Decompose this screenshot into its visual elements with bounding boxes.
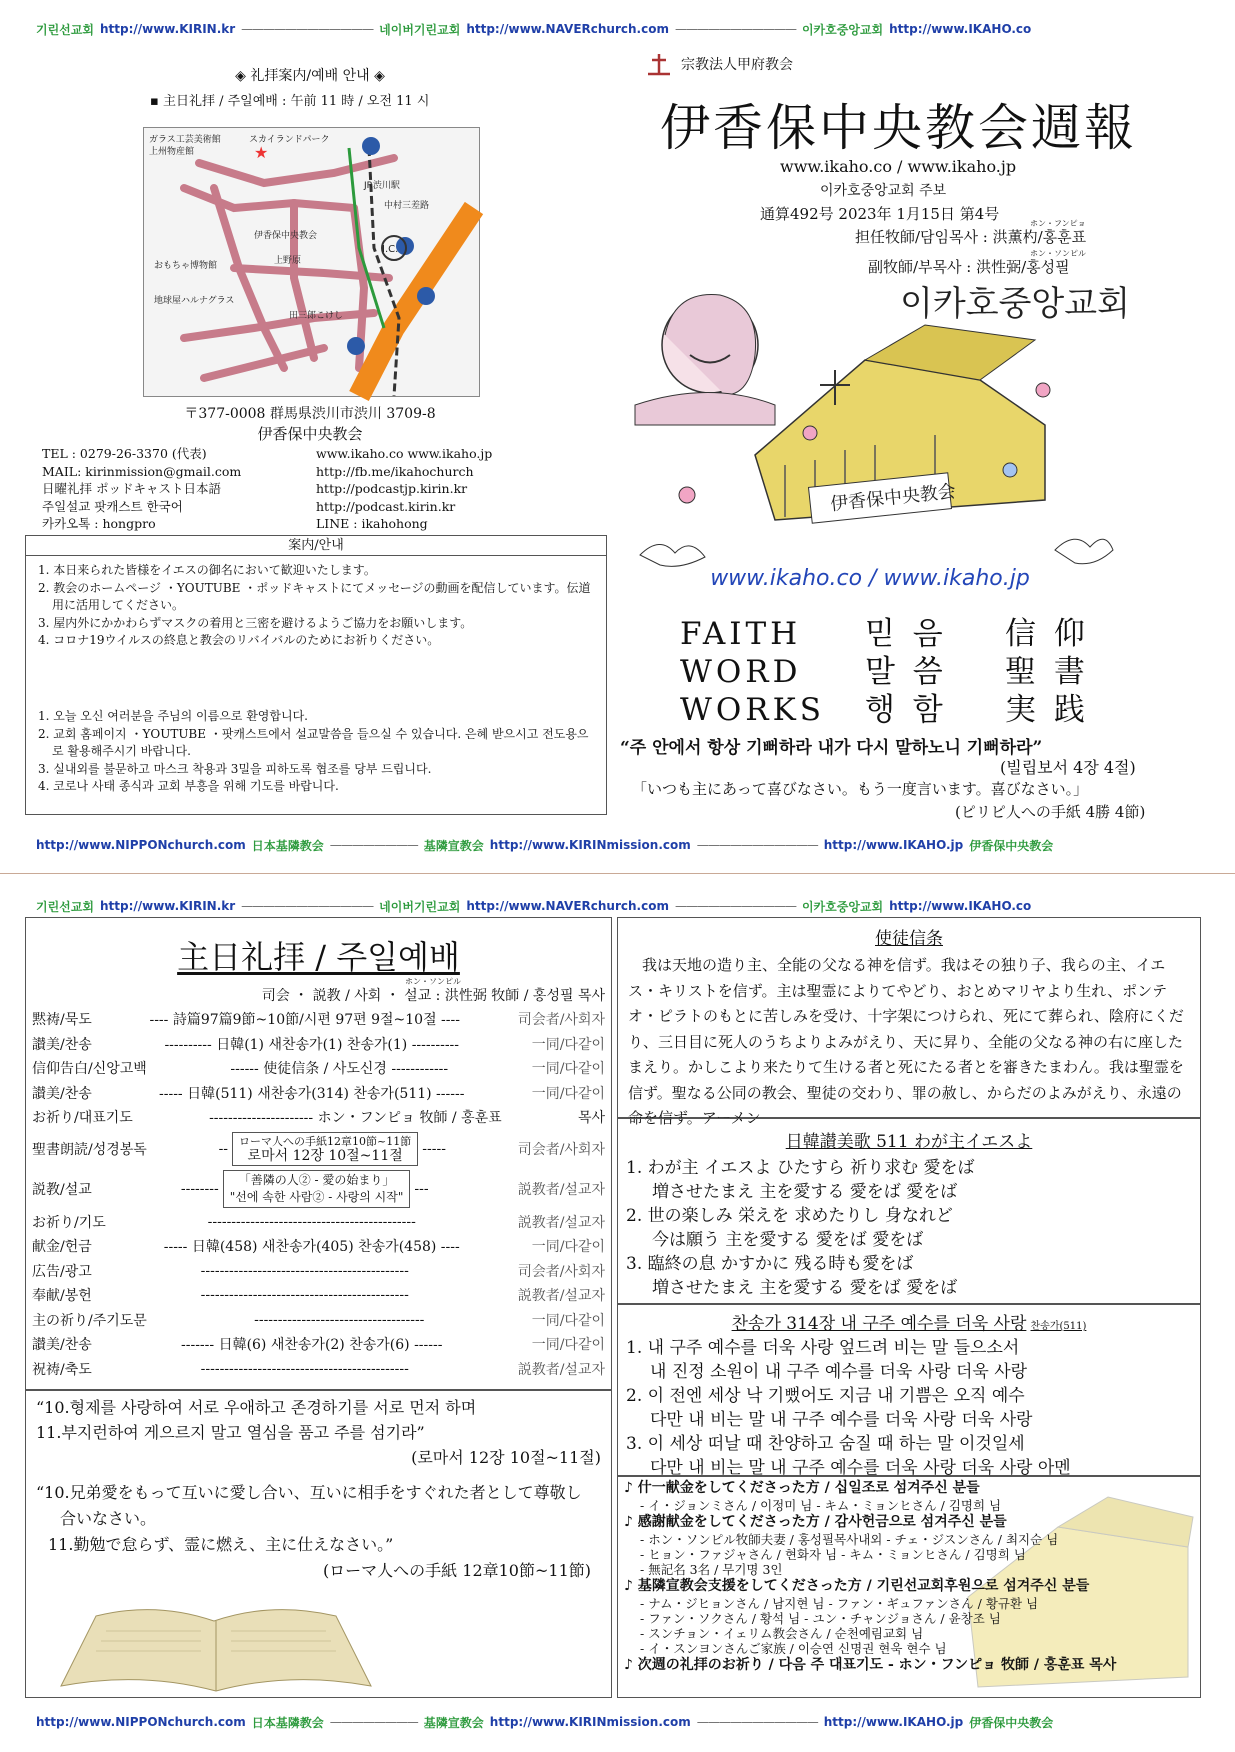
naver-name-2: 네이버기린교회 (379, 899, 461, 914)
page2-footer: http://www.NIPPONchurch.com 日本基隣教会 ———————— 基隣宣教会 http://www.KIRINmission.com ——————————— http://www.IKAHO.jp 伊香保中央教会 (36, 1715, 1054, 1730)
bulletin-korean-name: 이카호중앙교회 주보 (820, 183, 947, 199)
motto-block (680, 615, 1100, 729)
worship-row: 讃美/찬송 ------- 日韓(6) 새찬송가(2) 찬송가(6) ------ 一同/다같이 (32, 1337, 605, 1354)
creed-text: 我は天地の造り主、全能の父なる神を信ず。我はその独り子、我らの主、イエス・キリストを信ず。主は聖霊によりてやどり、おとめマリヤより生れ、ポンテオ・ピラトのもとに苦しみを受け、十字架につけられ、死にて葬られ、陰府にくだり、三日目に死人のうちよりよみがえり、天に昇り、全能の父なる神の右に座したまえり。かしこより来たりて生ける者と死にたる者とを審きたまわん。我は聖霊を信ず。聖なる公同の教会、聖徒の交わり、罪の赦し、からだのよみがえり、永遠の命を信ず。アーメン (628, 956, 1184, 1127)
hymn-kr-title: 찬송가 314장 내 구주 예수를 더욱 사랑 (731, 1314, 1027, 1334)
illustration-title: 이카호중앙교회 (900, 284, 1130, 324)
svg-text:ガラス工芸美術館: ガラス工芸美術館 (149, 135, 221, 145)
ikahojp-link-2[interactable]: http://www.IKAHO.jp (823, 1715, 964, 1729)
worship-row: 祝祷/축도 -------------------------------------------- 説教者/설교자 (32, 1360, 605, 1378)
address-line1: 〒377-0008 群馬県渋川市渋川 3709-8 (184, 406, 436, 422)
scripture-jp-2: 合いなさい。 (60, 1509, 157, 1528)
announcement-kr-2: 2. 교회 홈페이지 ・YOUTUBE ・팟캐스트에서 설교말씀을 들으실 수 있습니다. 은혜 받으시고 전도용으로 활용해주시기 바랍니다. (38, 726, 589, 758)
worship-title: 主日礼拝 / 주일예배 (177, 938, 460, 976)
hymn-jp-lines: 1. わが主 イエスよ ひたすら 祈り求む 愛をば 増させたまえ 主を愛する 愛をば 愛をば 2. 世の楽しみ 栄えを 求めたりし 身なれど 今は願う 主を愛する 愛をば 愛をば 3. 臨終の息 かすかに 残る時も愛をば 増させたまえ 主を愛する 愛をば 愛をば (626, 1158, 975, 1298)
svg-text:JR渋川駅: JR渋川駅 (364, 181, 400, 191)
announcements-kr (38, 708, 596, 796)
scripture-kr-1: “10.형제를 사랑하여 서로 우애하고 존경하기를 서로 먼저 하며 (36, 1398, 477, 1417)
hymn-kr-lines: 1. 내 구주 예수를 더욱 사랑 엎드려 비는 말 들으소서 내 진정 소원이 내 구주 예수를 더욱 사랑 더욱 사랑 2. 이 전엔 세상 낙 기뻤어도 지금 내 기쁨은 오직 예수 다만 내 비는 말 내 구주 예수를 더욱 사랑 더욱 사랑 3. 이 세상 떠날 때 찬양하고 숨질 때 하는 말 이것일세 다만 내 비는 말 내 구주 예수를 더욱 사랑 더욱 사랑 아멘 (626, 1338, 1071, 1478)
worship-row-reading: 聖書朗読/성경봉독 -- ローマ人への手紙12章10節~11節 로마서 12장 10절~11절 ----- 司会者/사회자 (32, 1130, 605, 1168)
announcement-jp-4: 4. コロナ19ウイルスの終息と教会のリバイバルのためにお祈りください。 (38, 633, 440, 647)
motto-faith-kr: 믿 음 (865, 616, 947, 652)
verse-kr-ref: (빌립보서 4장 4절) (1000, 758, 1136, 777)
hymn-jp-box (617, 1118, 1201, 1304)
worship-row: 讃美/찬송 ----- 日韓(511) 새찬송가(314) 찬송가(511) ------ 一同/다같이 (32, 1085, 605, 1102)
announcement-jp-2: 2. 教会のホームページ ・YOUTUBE ・ポッドキャストにてメッセージの動画を配信しています。伝道用に活用してください。 (38, 580, 591, 612)
contact-podcast-kr: 주일설교 팟캐스트 한국어 (42, 498, 183, 514)
motto-works-kr: 행 함 (865, 692, 947, 728)
kirin-name: 기린선교회 (36, 22, 94, 37)
bulletin-title: 伊香保中央教会週報 (660, 99, 1137, 157)
naver-link-2[interactable]: http://www.NAVERchurch.com (466, 899, 669, 913)
bulletin-urls: www.ikaho.co / www.ikaho.jp (780, 157, 1017, 176)
scripture-jp (26, 1474, 611, 1590)
giving-list (618, 1477, 1200, 1677)
worship-row: お祈り/대표기도 ---------------------- ホン・フンピョ 牧師 / 홍훈표 목사 (32, 1110, 605, 1127)
announcement-jp-3: 3. 屋内外にかかわらずマスクの着用と三密を避けるようご協力をお願いします。 (38, 615, 473, 630)
kirin-link-2[interactable]: http://www.KIRIN.kr (99, 899, 236, 913)
giving-box (617, 1476, 1201, 1698)
worship-info-title: ◈ 礼拝案内/예배 안내 ◈ (235, 68, 385, 84)
mission-name-2: 基隣宣教会 (423, 1715, 484, 1730)
announcement-kr-3: 3. 실내외를 불문하고 마스크 착용과 3밀을 피하도록 협조를 당부 드립니다. (38, 761, 432, 776)
contact-podcast-kr-url[interactable]: http://podcast.kirin.kr (316, 498, 456, 514)
ikaho-link-2[interactable]: http://www.IKAHO.co (889, 899, 1032, 913)
hymn-jp-title: 日韓讃美歌 511 わが主イエスよ (785, 1132, 1033, 1152)
giving-thanks-title: ♪ 感謝献金をしてくださった方 / 감사헌금으로 섬겨주신 분들 (624, 1514, 1007, 1530)
dove-left-icon (640, 544, 705, 566)
scripture-jp-1: “10.兄弟愛をもって互いに愛し合い、互いに相手をすぐれた者として尊敬し (36, 1483, 582, 1502)
contact-kakao: 카카오톡 : hongpro (42, 516, 156, 531)
church-cross-icon (645, 52, 673, 76)
motto-works-jp: 実 践 (1005, 692, 1089, 728)
next-prayer: ♪ 次週の礼拝のお祈り / 다음 주 대표기도 - ホン・フンピョ 牧師 / 홍훈표 목사 (624, 1657, 1117, 1673)
reading-kr: 로마서 12장 10절~11절 (247, 1147, 403, 1164)
verse-jp: 「いつも主にあって喜びなさい。もう一度言います。喜びなさい。」 (632, 780, 1089, 798)
worship-leaders: 司会 ・ 説教 / 사회 ・ 설교 : 洪性弼 牧師 / 홍성필 목사 (261, 988, 605, 1004)
giving-mission-line: - ファン・ソクさん / 황석 님 - ユン・チャンジョさん / 윤창조 님 (640, 1611, 1001, 1626)
giving-thanks-line: - ホン・ソンピル牧師夫妻 / 홍성필목사내외 - チェ・ジスンさん / 최지순 님 (640, 1532, 1059, 1547)
corp-name (645, 52, 793, 76)
motto-works: WORKS (680, 692, 826, 728)
mission-link-2[interactable]: http://www.KIRINmission.com (489, 1715, 691, 1729)
worship-row: 広告/광고 -------------------------------------------- 司会者/사회자 (32, 1262, 605, 1280)
contact-tel: TEL : 0279-26-3370 (代表) (42, 446, 207, 461)
worship-row: 献金/헌금 ----- 日韓(458) 새찬송가(405) 찬송가(458) ---- 一同/다같이 (32, 1239, 605, 1256)
svg-text:I.C.: I.C. (382, 244, 399, 255)
sermon-kr: "선에 속한 사람② - 사랑의 시작" (229, 1189, 404, 1204)
ikahojp-name-2: 伊香保中央教会 (969, 1715, 1054, 1730)
ikaho-name: 이카호중앙교회 (801, 22, 884, 37)
svg-text:田三郎こけし: 田三郎こけし (289, 311, 344, 321)
bulletin-issue: 通算492号 2023年 1月15日 第4号 (760, 205, 1000, 223)
sermon-jp: 「善隣の人② - 愛の始まり」 (238, 1172, 395, 1187)
giving-tithe-line: - イ・ジョンミさん / 이정미 님 - キム・ミョンヒさん / 김명희 님 (640, 1498, 1002, 1513)
page1-header: 기린선교회 http://www.KIRIN.kr ———————————— 네이버기린교회 http://www.NAVERchurch.com ——————————— 이카호중앙교회 http://www.IKAHO.co (36, 22, 1032, 37)
ikaho-link[interactable]: http://www.IKAHO.co (889, 22, 1032, 36)
svg-text:中村三差路: 中村三差路 (384, 201, 430, 211)
giving-thanks-line: - ヒョン・ファジャさん / 현화자 님 - キム・ミョンヒさん / 김명희 님 (640, 1547, 1026, 1562)
svg-text:伊香保中央教会: 伊香保中央教会 (254, 231, 318, 241)
giving-tithe-title: ♪ 什一献金をしてくださった方 / 십일조로 섬겨주신 분들 (624, 1480, 980, 1496)
worship-row: 信仰告白/신앙고백 ------ 使徒信条 / 사도신경 ------------ 一同/다같이 (32, 1061, 605, 1078)
illustration-url: www.ikaho.co / www.ikaho.jp (710, 566, 1030, 591)
giving-mission-line: - スンチョン・イェリム教会さん / 순천예림교회 님 (640, 1626, 924, 1641)
contacts-right (316, 445, 546, 533)
svg-text:おもちゃ博物館: おもちゃ博物館 (154, 261, 218, 271)
contact-fb[interactable]: http://fb.me/ikahochurch (316, 463, 474, 479)
worship-row: 主の祈り/주기도문 ------------------------------------ 一同/다같이 (32, 1311, 605, 1329)
announcements-box (25, 535, 607, 815)
contact-podcast-jp-url[interactable]: http://podcastjp.kirin.kr (316, 481, 468, 496)
worship-row: 讃美/찬송 ---------- 日韓(1) 새찬송가(1) 찬송가(1) ---------- 一同/다같이 (32, 1036, 605, 1053)
ikahojp-name: 伊香保中央教会 (969, 838, 1054, 853)
worship-order-box (25, 917, 612, 1390)
motto-word-jp: 聖 書 (1005, 654, 1089, 690)
announcement-kr-4: 4. 코로나 사태 종식과 교회 부흥을 위해 기도를 바랍니다. (38, 779, 339, 793)
nippon-name: 日本基隣教会 (251, 838, 324, 853)
scripture-kr (26, 1391, 611, 1474)
kirin-link[interactable]: http://www.KIRIN.kr (99, 22, 236, 36)
page-divider (0, 873, 1235, 874)
illustration-sign: 伊香保中央教会 (829, 481, 957, 516)
scripture-jp-3: 11.勤勉で怠らず、霊に燃え、主に仕えなさい。” (48, 1535, 394, 1554)
verse-kr: “주 안에서 항상 기뻐하라 내가 다시 말하노니 기뻐하라” (620, 738, 1043, 758)
worship-row: 黙祷/묵도 ---- 詩篇97篇9節~10節/시편 97편 9절~10절 ---- 司会者/사회자 (32, 1012, 605, 1029)
page1-footer: http://www.NIPPONchurch.com 日本基隣教会 ———————— 基隣宣教会 http://www.KIRINmission.com ——————————— http://www.IKAHO.jp 伊香保中央教会 (36, 838, 1054, 853)
assoc-line: 副牧師/부목사 : 洪性弼/홍성필 (868, 258, 1070, 276)
contacts-left (42, 445, 302, 533)
motto-faith: FAITH (680, 616, 802, 652)
nippon-link-2[interactable]: http://www.NIPPONchurch.com (36, 1715, 246, 1729)
church-illustration (635, 284, 1130, 605)
giving-thanks-line: - 無記名 3名 / 무기명 3인 (640, 1562, 783, 1577)
mission-name: 基隣宣教会 (423, 838, 484, 853)
reading-jp: ローマ人への手紙12章10節~11節 (239, 1134, 412, 1148)
motto-faith-jp: 信 仰 (1005, 616, 1089, 652)
motto-word: WORD (680, 654, 802, 690)
svg-text:地球屋ハルナグラス: 地球屋ハルナグラス (154, 296, 235, 306)
worship-row-sermon: 説教/설교 -------- 「善隣の人② - 愛の始まり」 "선에 속한 사람② - 사랑의 시작" --- 説教者/설교자 (32, 1168, 605, 1210)
page2-header: 기린선교회 http://www.KIRIN.kr ———————————— 네이버기린교회 http://www.NAVERchurch.com ——————————— 이카호중앙교회 http://www.IKAHO.co (36, 899, 1032, 914)
svg-text:上野原: 上野原 (274, 256, 302, 266)
church-map (143, 127, 480, 397)
worship-rows (26, 1007, 611, 1381)
worship-time: ▪ 主日礼拝 / 주일예배 : 午前 11 時 / 오전 11 시 (150, 94, 430, 109)
motto-word-kr: 말 씀 (865, 654, 947, 690)
map-svg (144, 128, 481, 398)
scripture-box (25, 1390, 612, 1698)
verse-jp-ref: (ピリピ人への手紙 4勝 4節) (955, 803, 1146, 821)
svg-text:スカイランドパーク: スカイランドパーク (249, 135, 330, 145)
nippon-name-2: 日本基隣教会 (251, 1715, 324, 1730)
giving-mission-line: - イ・スンヨンさんご家族 / 이승연 신명권 현욱 현수 님 (640, 1641, 947, 1656)
contact-line: LINE : ikahohong (316, 516, 428, 531)
announcement-kr-1: 1. 오늘 오신 여러분을 주님의 이름으로 환영합니다. (38, 709, 308, 723)
worship-row: 奉献/봉헌 -------------------------------------------- 説教者/설교자 (32, 1287, 605, 1305)
svg-text:上州物産館: 上州物産館 (149, 147, 195, 157)
kirin-name-2: 기린선교회 (36, 899, 94, 914)
creed-title: 使徒信条 (875, 929, 943, 949)
contact-mail[interactable]: MAIL: kirinmission@gmail.com (42, 463, 242, 479)
scripture-kr-ref: (로마서 12장 10절~11절) (411, 1448, 601, 1467)
giving-mission-title: ♪ 基隣宣教会支援をしてくださった方 / 기린선교회후원으로 섬겨주신 분들 (624, 1578, 1090, 1594)
ikahojp-link[interactable]: http://www.IKAHO.jp (823, 838, 964, 852)
ikaho-name-2: 이카호중앙교회 (801, 899, 884, 914)
open-bible-icon (56, 1591, 376, 1696)
mission-link[interactable]: http://www.KIRINmission.com (489, 838, 691, 852)
worship-row: お祈り/기도 -------------------------------------------- 説教者/설교자 (32, 1213, 605, 1231)
contact-web[interactable]: www.ikaho.co www.ikaho.jp (316, 446, 493, 461)
creed-box (617, 917, 1201, 1127)
contact-podcast-jp: 日曜礼拝 ポッドキャスト日本語 (42, 481, 221, 496)
scripture-jp-ref: (ローマ人への手紙 12章10節~11節) (322, 1561, 591, 1580)
naver-link[interactable]: http://www.NAVERchurch.com (466, 22, 669, 36)
flower-icon (679, 487, 695, 503)
naver-name: 네이버기린교회 (379, 22, 461, 37)
assoc-ruby: ホン・ソンピル (1030, 249, 1086, 258)
announcements-title: 案内/안내 (26, 536, 606, 556)
announcements-jp (26, 556, 606, 656)
pastor-line: 担任牧師/담임목사 : 洪薫杓/홍훈표 (855, 228, 1087, 246)
hymn-kr-note: 찬송가(511) (1030, 1321, 1087, 1332)
leaders-ruby: ホン・ソンピル (405, 977, 461, 986)
nippon-link[interactable]: http://www.NIPPONchurch.com (36, 838, 246, 852)
pastor-ruby: ホン・フンピョ (1030, 219, 1086, 228)
address-line2: 伊香保中央教会 (257, 425, 363, 443)
scripture-kr-2: 11.부지런하여 게으르지 말고 열심을 품고 주를 섬기라” (36, 1423, 425, 1442)
illustration-svg (635, 284, 1130, 605)
dove-right-icon (1055, 539, 1113, 564)
giving-mission-line: - ナム・ジヒョンさん / 남지현 님 - ファン・ギュファンさん / 황규환 님 (640, 1596, 1039, 1611)
corp-label: 宗教法人甲府教会 (681, 57, 793, 73)
announcement-jp-1: 1. 本日来られた皆様をイエスの御名において歓迎いたします。 (38, 563, 376, 577)
church-star-icon: ★ (254, 143, 269, 162)
hymn-kr-box (617, 1304, 1201, 1476)
